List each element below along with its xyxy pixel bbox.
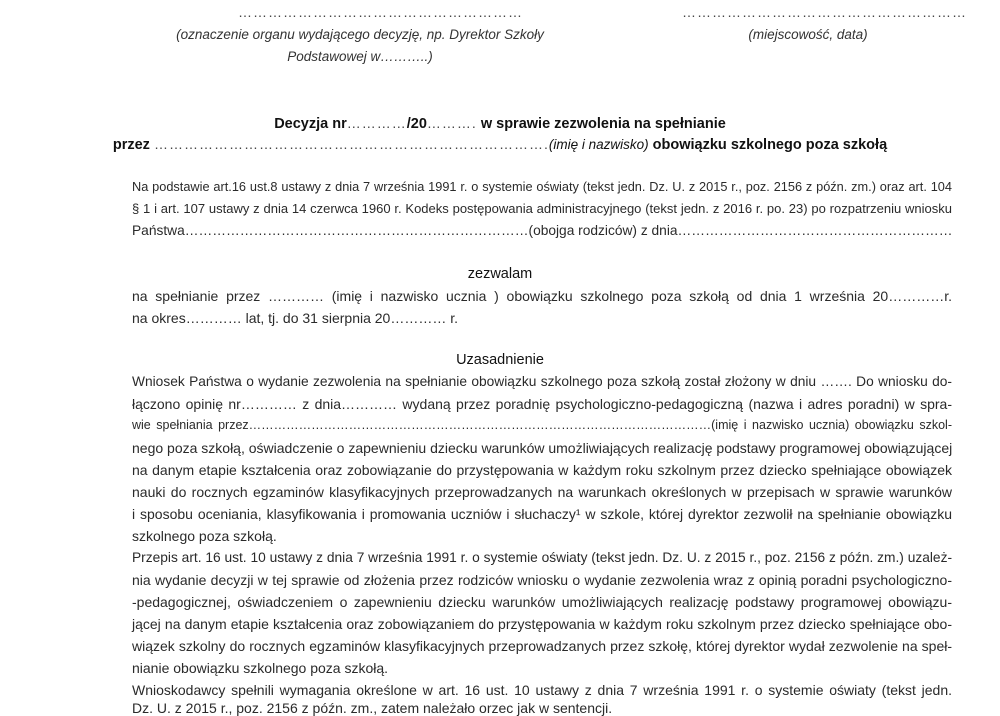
justification-line: Przepis art. 16 ust. 10 ustawy z dnia 7 września 1991 r. o systemie oświaty (tekst jedn. Dz. U. z 2015 r., poz. 2156 z późn. zm.) uzależ- [132,550,953,565]
justification-line: jącej na danym etapie kształcenia oraz zobowiązaniem do przystępowania w każdym roku szkolnym przez dziecko spełniające obo- [132,616,952,632]
justification-line: -pedagogicznej, oświadczeniem o zapewnieniu dziecku warunków umożliwiających realizację podstawy programowej obowiązu- [132,594,952,610]
justification-line: nego poza szkołą, oświadczenie o zapewnieniu dziecku warunków umożliwiających realizację podstawy programowej obowiązującej [132,440,953,456]
decision-line-1: na spełnianie przez ………… (imię i nazwisko ucznia ) obowiązku szkolnego poza szkołą od dnia 1 września 20…………r. [132,288,952,304]
issuing-authority-caption: (oznaczenie organu wydającego decyzję, np. Dyrektor Szkoły [176,27,544,42]
legal-basis-line-3: Państwa…………………………………………………………………(obojga rodziców) z dnia…………………………………………………… [132,223,953,238]
legal-basis-line-2: § 1 i art. 107 ustawy z dnia 14 czerwca 1960 r. Kodeks postępowania administracyjnego (tekst jedn. z 2016 r. po. 23) po rozpatrzeniu wniosku [132,201,952,216]
decision-by-label: przez [112,137,150,153]
student-name-hint: (imię i nazwisko) [548,137,649,152]
decision-number-label: Decyzja nr [274,116,347,132]
justification-heading: Uzasadnienie [456,352,544,368]
decision-obligation: obowiązku szkolnego poza szkołą [652,137,888,153]
issuing-authority-dotted-line: ………………………………………………… [238,4,523,20]
decision-number-dots: ………… [346,115,407,131]
student-name-dots: ……………………………………………………………………. [153,136,549,152]
decision-subject: w sprawie zezwolenia na spełnianie [480,116,726,132]
decision-line-2: na okres………… lat, tj. do 31 sierpnia 20………… r. [132,310,459,326]
decision-title-line-1 [0,115,1000,132]
justification-line: szkolnego poza szkołą. [132,528,277,544]
place-date-caption: (miejscowość, data) [748,27,868,42]
decision-year-dots: ………. [426,115,477,131]
legal-basis-line-1: Na podstawie art.16 ust.8 ustawy z dnia 7 września 1991 r. o systemie oświaty (tekst jedn. Dz. U. z 2015 r., poz. 2156 z późn. zm.) oraz art. 104 [132,179,952,194]
place-date-dotted-line: ………………………………………………… [682,4,967,20]
justification-line: Dz. U. z 2015 r., poz. 2156 z późn. zm., zatem należało orzec jak w sentencji. [132,700,613,716]
issuing-authority-caption-continued: Podstawowej w………..) [287,49,433,64]
justification-line: wie spełniania przez…………………………………………………………………………………………………(imię i nazwisko ucznia) obowiązku szkol- [132,418,952,432]
justification-line: łączono opinię nr………… z dnia………… wydaną przez poradnię psychologiczno-pedagogiczną (nazwa i adres poradni) w spra- [132,396,952,412]
justification-line: Wnioskodawcy spełnili wymagania określone w art. 16 ust. 10 ustawy z dnia 7 września 1991 r. o systemie oświaty (tekst jedn. [132,682,952,698]
justification-line: wiązek szkolny do rocznych egzaminów klasyfikacyjnych przeprowadzanych przez szkołę, której dyrektor wydał zezwolenie na speł- [132,638,952,654]
decision-title-line-2 [0,136,1000,153]
justification-line: nianie obowiązku szkolnego poza szkołą. [132,660,389,676]
justification-line: nauki do rocznych egzaminów klasyfikacyjnych przeprowadzanych na warunkach określonych w przepisach w sprawie warunków [132,484,952,500]
justification-line: Wniosek Państwa o wydanie zezwolenia na spełnianie obowiązku szkolnego poza szkołą został złożony w dniu ……. Do wniosku do- [132,374,952,389]
justification-line: na danym etapie kształcenia oraz zobowiązanie do przystępowania w każdym roku szkolnym przez dziecko spełniające obowiązek [132,462,952,478]
justification-line: i sposobu oceniania, klasyfikowania i promowania uczniów i słuchaczy¹ w szkole, której dyrektor zezwolił na spełnianie obowiązku [132,506,952,522]
justification-line: nia wydanie decyzji w tej sprawie od złożenia przez rodziców wniosku o wydanie zezwolenia wraz z opinią poradni psychologiczno- [132,572,952,588]
decision-year-label: /20 [406,116,427,132]
decision-heading: zezwalam [467,266,533,282]
